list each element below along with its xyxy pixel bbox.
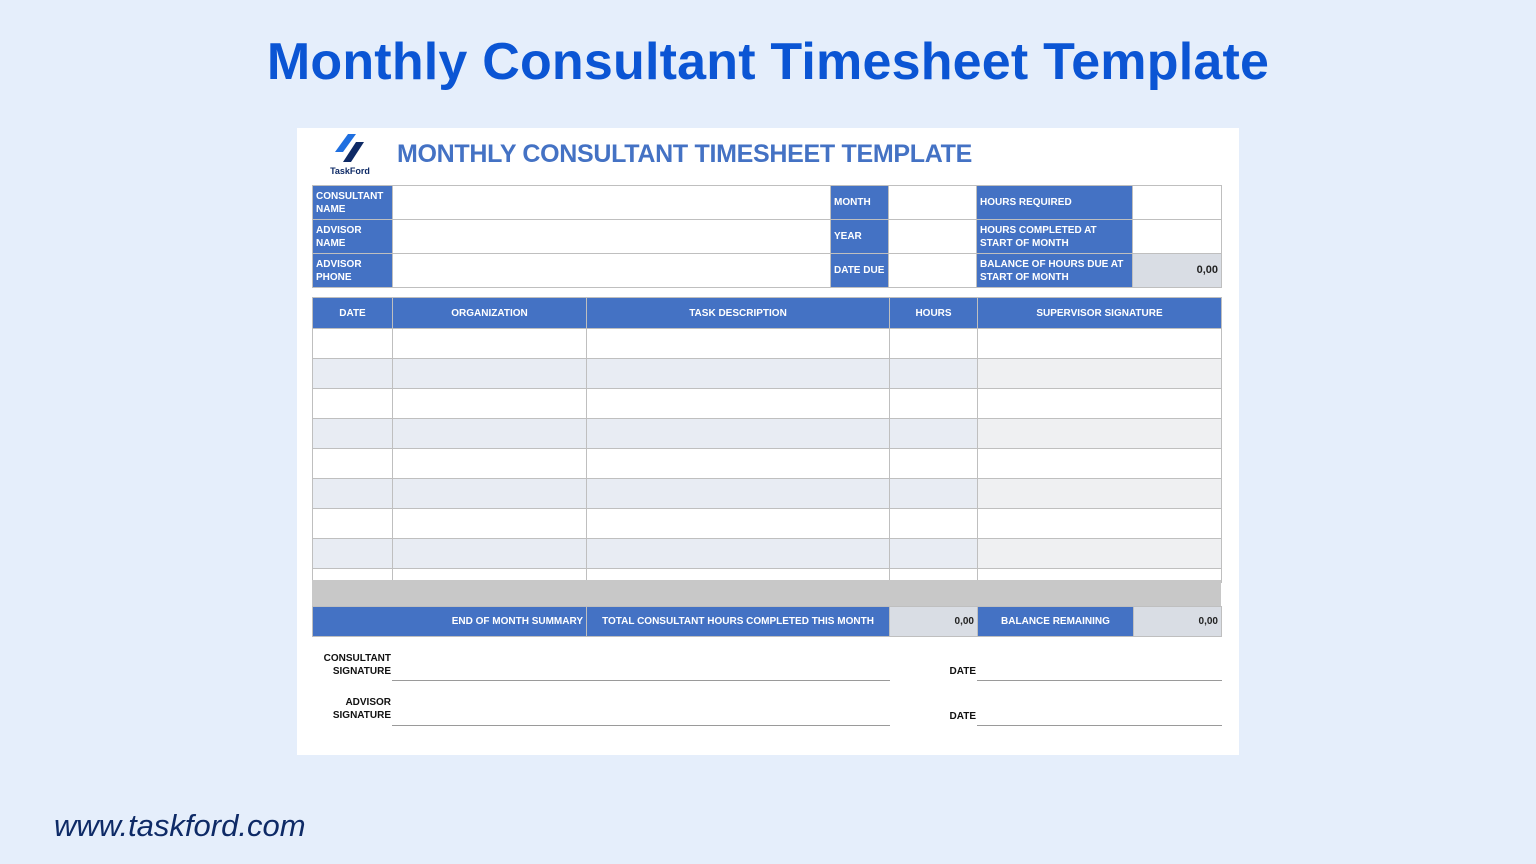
advisor-phone-label: ADVISOR PHONE — [313, 254, 393, 288]
balance-remaining-label: BALANCE REMAINING — [978, 607, 1134, 637]
taskford-logo — [327, 132, 373, 180]
timesheet-sheet — [297, 128, 1239, 755]
supervisor-signature-cell[interactable] — [978, 479, 1222, 509]
task-description-cell[interactable] — [587, 479, 890, 509]
table-row — [313, 389, 1222, 419]
supervisor-signature-cell[interactable] — [978, 539, 1222, 569]
balance-due-value: 0,00 — [1133, 254, 1222, 288]
table-row — [313, 449, 1222, 479]
hours-cell[interactable] — [890, 389, 978, 419]
date-cell[interactable] — [313, 389, 393, 419]
supervisor-signature-cell[interactable] — [978, 419, 1222, 449]
col-hours-header: HOURS — [890, 298, 978, 329]
supervisor-signature-cell[interactable] — [978, 449, 1222, 479]
organization-cell[interactable] — [393, 509, 587, 539]
year-label: YEAR — [831, 220, 889, 254]
hours-cell[interactable] — [890, 509, 978, 539]
organization-cell[interactable] — [393, 389, 587, 419]
consultant-name-field[interactable] — [393, 186, 831, 220]
date-cell[interactable] — [313, 329, 393, 359]
end-of-month-summary-label: END OF MONTH SUMMARY — [313, 607, 587, 637]
hours-completed-field[interactable] — [1133, 220, 1222, 254]
task-description-cell[interactable] — [587, 329, 890, 359]
organization-cell[interactable] — [393, 419, 587, 449]
summary-table — [312, 606, 1222, 637]
website-url: www.taskford.com — [54, 808, 306, 843]
organization-cell[interactable] — [393, 539, 587, 569]
year-field[interactable] — [889, 220, 977, 254]
col-organization-header: ORGANIZATION — [393, 298, 587, 329]
date-cell[interactable] — [313, 509, 393, 539]
hours-required-field[interactable] — [1133, 186, 1222, 220]
month-label: MONTH — [831, 186, 889, 220]
col-date-header: DATE — [313, 298, 393, 329]
balance-remaining-value: 0,00 — [1134, 607, 1222, 637]
task-description-cell[interactable] — [587, 449, 890, 479]
date-cell[interactable] — [313, 449, 393, 479]
col-supervisor-signature-header: SUPERVISOR SIGNATURE — [978, 298, 1222, 329]
table-row — [313, 479, 1222, 509]
total-hours-value: 0,00 — [890, 607, 978, 637]
logo-text: TaskFord — [330, 166, 370, 176]
consultant-date-label: DATE — [949, 666, 976, 677]
advisor-date-line[interactable] — [977, 725, 1222, 726]
task-description-cell[interactable] — [587, 539, 890, 569]
supervisor-signature-cell[interactable] — [978, 509, 1222, 539]
supervisor-signature-cell[interactable] — [978, 359, 1222, 389]
info-table — [312, 185, 1222, 288]
hours-completed-label: HOURS COMPLETED AT START OF MONTH — [977, 220, 1133, 254]
advisor-phone-field[interactable] — [393, 254, 831, 288]
page-title: Monthly Consultant Timesheet Template — [266, 33, 1270, 91]
organization-cell[interactable] — [393, 449, 587, 479]
table-row — [313, 419, 1222, 449]
organization-cell[interactable] — [393, 359, 587, 389]
table-row — [313, 539, 1222, 569]
advisor-name-field[interactable] — [393, 220, 831, 254]
col-task-description-header: TASK DESCRIPTION — [587, 298, 890, 329]
advisor-signature-label: ADVISOR SIGNATURE — [332, 697, 391, 721]
consultant-signature-label: CONSULTANT SIGNATURE — [323, 653, 391, 677]
taskford-logo-icon — [334, 132, 366, 166]
date-due-label: DATE DUE — [831, 254, 889, 288]
sheet-title: MONTHLY CONSULTANT TIMESHEET TEMPLATE — [397, 140, 973, 168]
task-description-cell[interactable] — [587, 509, 890, 539]
hours-cell[interactable] — [890, 419, 978, 449]
spacer-bar — [312, 580, 1221, 606]
table-row — [313, 509, 1222, 539]
hours-required-label: HOURS REQUIRED — [977, 186, 1133, 220]
table-row — [313, 329, 1222, 359]
organization-cell[interactable] — [393, 479, 587, 509]
date-cell[interactable] — [313, 479, 393, 509]
hours-cell[interactable] — [890, 329, 978, 359]
log-header-row — [313, 298, 1222, 329]
hours-cell[interactable] — [890, 359, 978, 389]
hours-cell[interactable] — [890, 479, 978, 509]
hours-cell[interactable] — [890, 539, 978, 569]
supervisor-signature-cell[interactable] — [978, 389, 1222, 419]
task-description-cell[interactable] — [587, 419, 890, 449]
timesheet-log-table — [312, 297, 1222, 583]
consultant-signature-line[interactable] — [392, 680, 890, 681]
advisor-name-label: ADVISOR NAME — [313, 220, 393, 254]
consultant-date-line[interactable] — [977, 680, 1222, 681]
date-cell[interactable] — [313, 419, 393, 449]
organization-cell[interactable] — [393, 329, 587, 359]
task-description-cell[interactable] — [587, 359, 890, 389]
balance-due-label: BALANCE OF HOURS DUE AT START OF MONTH — [977, 254, 1133, 288]
date-cell[interactable] — [313, 359, 393, 389]
table-row — [313, 359, 1222, 389]
date-cell[interactable] — [313, 539, 393, 569]
advisor-date-label: DATE — [949, 711, 976, 722]
supervisor-signature-cell[interactable] — [978, 329, 1222, 359]
month-field[interactable] — [889, 186, 977, 220]
hours-cell[interactable] — [890, 449, 978, 479]
date-due-field[interactable] — [889, 254, 977, 288]
advisor-signature-line[interactable] — [392, 725, 890, 726]
consultant-name-label: CONSULTANT NAME — [313, 186, 393, 220]
task-description-cell[interactable] — [587, 389, 890, 419]
total-hours-label: TOTAL CONSULTANT HOURS COMPLETED THIS MONTH — [587, 607, 890, 637]
